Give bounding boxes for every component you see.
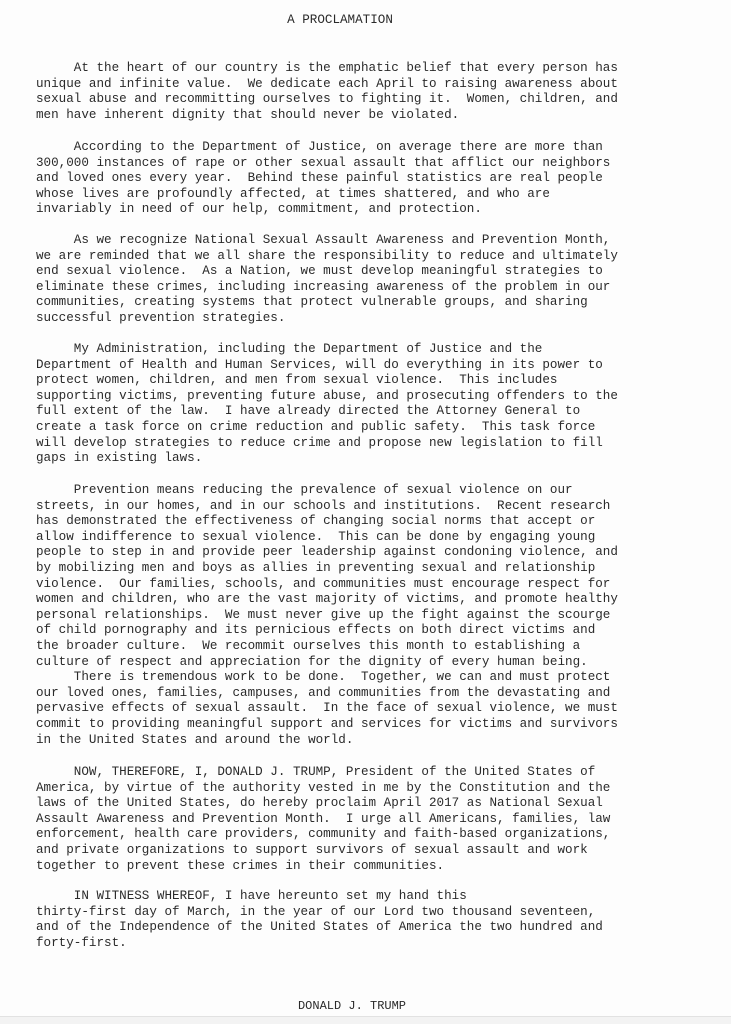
paragraph-2: According to the Department of Justice, on average there are more than 300,000 instances of rape or other sexual assault that afflict our neighbors and loved ones every year. Behind these painful statistics are real people whose lives are profoundly affected, at times shattered, and who are invariably in need of our help, commitment, and protection. bbox=[36, 140, 611, 217]
paragraph-7: IN WITNESS WHEREOF, I have hereunto set my hand this thirty-first day of March, in the year of our Lord two thousand seventeen, and of the Independence of the United States of America the two hundred and forty-first. bbox=[36, 889, 603, 950]
paragraph-1: At the heart of our country is the emphatic belief that every person has unique and infinite value. We dedicate each April to raising awareness about sexual abuse and recommitting ourselves to fighting it. Women, children, and men have inherent dignity that should never be violated. bbox=[36, 61, 618, 122]
proclamation-title: A PROCLAMATION bbox=[287, 13, 393, 27]
paragraph-5: Prevention means reducing the prevalence of sexual violence on our streets, in our homes, and in our schools and institutions. Recent research has demonstrated the effectiveness of changing social norms that accept or allow indifference to sexual violence. This can be done by engaging young people to step in and provide peer leadership against condoning violence, and by mobilizing men and boys as allies in preventing sexual and relationship violence. Our families, schools, and communities must encourage respect for women and children, who are the vast majority of victims, and promote healthy personal relationships. We must never give up the fight against the scourge of child pornography and its pernicious effects on both direct victims and the broader culture. We recommit ourselves this month to establishing a culture of respect and appreciation for the dignity of every human being. There is tremendous work to be done. Together, we can and must protect our loved ones, families, campuses, and communities from the devastating and pervasive effects of sexual assault. In the face of sexual violence, we must commit to providing meaningful support and services for victims and survivors in the United States and around the world. bbox=[36, 483, 618, 747]
paragraph-3: As we recognize National Sexual Assault Awareness and Prevention Month, we are reminded that we all share the responsibility to reduce and ultimately end sexual violence. As a Nation, we must develop meaningful strategies to eliminate these crimes, including increasing awareness of the problem in our communities, creating systems that protect vulnerable groups, and sharing successful prevention strategies. bbox=[36, 233, 618, 325]
paragraph-6: NOW, THEREFORE, I, DONALD J. TRUMP, President of the United States of America, by virtue of the authority vested in me by the Constitution and the laws of the United States, do hereby proclaim April 2017 as National Sexual Assault Awareness and Prevention Month. I urge all Americans, families, law enforcement, health care providers, community and faith-based organizations, and private organizations to support survivors of sexual assault and work together to prevent these crimes in their communities. bbox=[36, 765, 611, 873]
signature-name: DONALD J. TRUMP bbox=[297, 999, 407, 1013]
paragraph-4: My Administration, including the Department of Justice and the Department of Health and Human Services, will do everything in its power to protect women, children, and men from sexual violence. This includes supporting victims, preventing future abuse, and prosecuting offenders to the full extent of the law. I have already directed the Attorney General to create a task force on crime reduction and public safety. This task force will develop strategies to reduce crime and propose new legislation to fill gaps in existing laws. bbox=[36, 342, 618, 466]
page-bottom-shade bbox=[0, 1017, 731, 1024]
